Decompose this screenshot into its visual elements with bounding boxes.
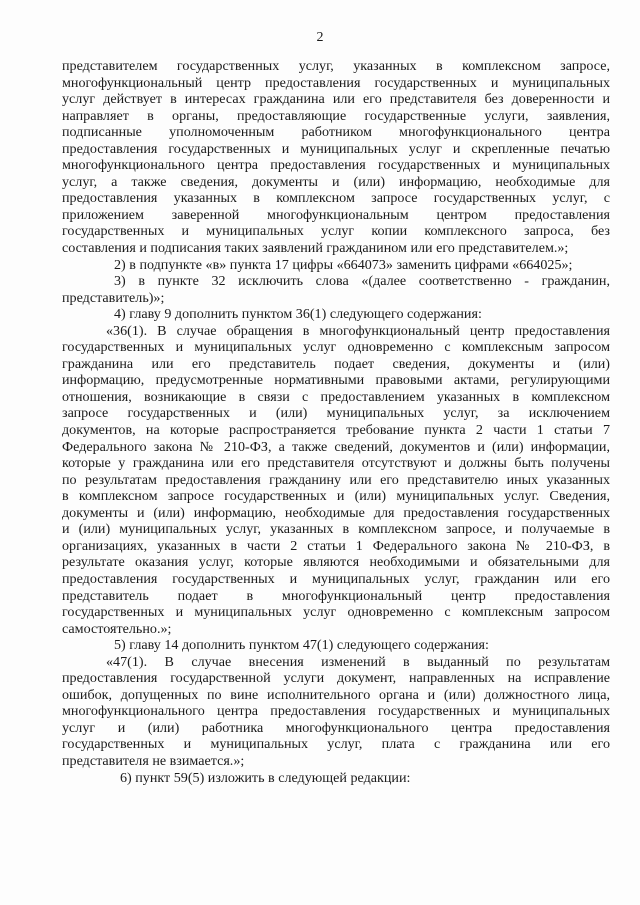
- text-line: организациях, указанных в части 2 статьи 1 Федерального закона № 210-ФЗ, в: [62, 537, 610, 554]
- text-line: представителя не взимается.»;: [62, 752, 245, 769]
- text-line: запросе государственных и (или) муниципальных услуг, за исключением: [62, 405, 610, 422]
- text-line: предоставления государственной услуги документ, направленных на исправление: [62, 670, 610, 687]
- text-line: представитель)»;: [62, 289, 165, 306]
- text-line: услуг действует в интересах гражданина или его представителя без доверенности и: [62, 91, 610, 108]
- text-line: предоставления указанных в комплексном запросе государственных услуг, с: [62, 190, 610, 207]
- text-line: отношения, возникающие в связи с предоставлением указанных в комплексном: [62, 388, 610, 405]
- text-line: многофункционального центра предоставления государственных и муниципальных: [62, 703, 610, 720]
- text-line: 6) пункт 59(5) изложить в следующей редакции:: [120, 769, 411, 786]
- text-line: 5) главу 14 дополнить пунктом 47(1) следующего содержания:: [114, 637, 489, 654]
- text-line: «47(1). В случае внесения изменений в выданный по результатам: [106, 653, 610, 670]
- text-line: предоставления государственных и муниципальных услуг и скрепленные печатью: [62, 140, 610, 157]
- text-line: документов, на которые распространяется требование пункта 2 части 1 статьи 7: [62, 422, 610, 439]
- text-line: информацию, предусмотренные нормативными правовыми актами, регулирующими: [62, 372, 610, 389]
- text-line: государственных и муниципальных услуг копии комплексного запроса, без: [62, 223, 610, 240]
- text-line: документы и (или) информацию, необходимые для предоставления государственных: [62, 504, 610, 521]
- text-line: многофункциональный центр предоставления государственных и муниципальных: [62, 74, 610, 91]
- text-line: Федерального закона № 210-ФЗ, а также сведений, документов и (или) информации,: [62, 438, 610, 455]
- text-line: предоставления государственных и муниципальных услуг, гражданин или его: [62, 570, 610, 587]
- text-line: представителем государственных услуг, указанных в комплексном запросе,: [62, 58, 610, 74]
- text-line: 2) в подпункте «в» пункта 17 цифры «664073» заменить цифрами «664025»;: [114, 256, 573, 273]
- text-line: которые у гражданина или его представителя отсутствуют и должны быть получены: [62, 455, 610, 472]
- page-number: 2: [316, 30, 324, 45]
- text-line: направляет в органы, предоставляющие государственные услуги, заявления,: [62, 107, 610, 124]
- text-line: результате оказания услуг, которые являются необходимыми и обязательными для: [62, 554, 610, 571]
- text-line: ошибок, допущенных по вине исполнительного органа и (или) должностного лица,: [62, 686, 610, 703]
- text-line: по результатам предоставления гражданину или его представителю иных указанных: [62, 471, 610, 488]
- text-line: услуг, а также сведения, документы и (или) информацию, необходимые для: [62, 173, 610, 190]
- text-line: гражданина или его представитель подает сведения, документы и (или): [62, 355, 610, 372]
- text-line: 4) главу 9 дополнить пунктом 36(1) следующего содержания:: [114, 306, 482, 323]
- text-line: государственных и муниципальных услуг одновременно с комплексным запросом: [62, 339, 610, 356]
- document-body: [62, 58, 610, 786]
- text-line: многофункционального центра предоставления государственных и муниципальных: [62, 157, 610, 174]
- text-line: приложением заверенной многофункциональным центром предоставления: [62, 206, 610, 223]
- text-line: государственных и муниципальных услуг одновременно с комплексным запросом: [62, 604, 610, 621]
- text-line: самостоятельно.»;: [62, 620, 172, 637]
- text-line: в комплексном запросе государственных и (или) муниципальных услуг. Сведения,: [62, 488, 610, 505]
- text-line: государственных и муниципальных услуг, плата с гражданина или его: [62, 736, 610, 753]
- text-line: и (или) муниципальных услуг, указанных в комплексном запросе, и получаемые в: [62, 521, 610, 538]
- text-line: «36(1). В случае обращения в многофункциональный центр предоставления: [106, 322, 610, 339]
- text-line: подписанные уполномоченным работником многофункционального центра: [62, 124, 610, 141]
- text-line: составления и подписания таких заявлений гражданином или его представителем.»;: [62, 240, 569, 257]
- text-line: услуг и (или) работника многофункционального центра предоставления: [62, 719, 610, 736]
- text-line: представитель подает в многофункциональный центр предоставления: [62, 587, 610, 604]
- text-line: 3) в пункте 32 исключить слова «(далее соответственно - гражданин,: [114, 273, 610, 290]
